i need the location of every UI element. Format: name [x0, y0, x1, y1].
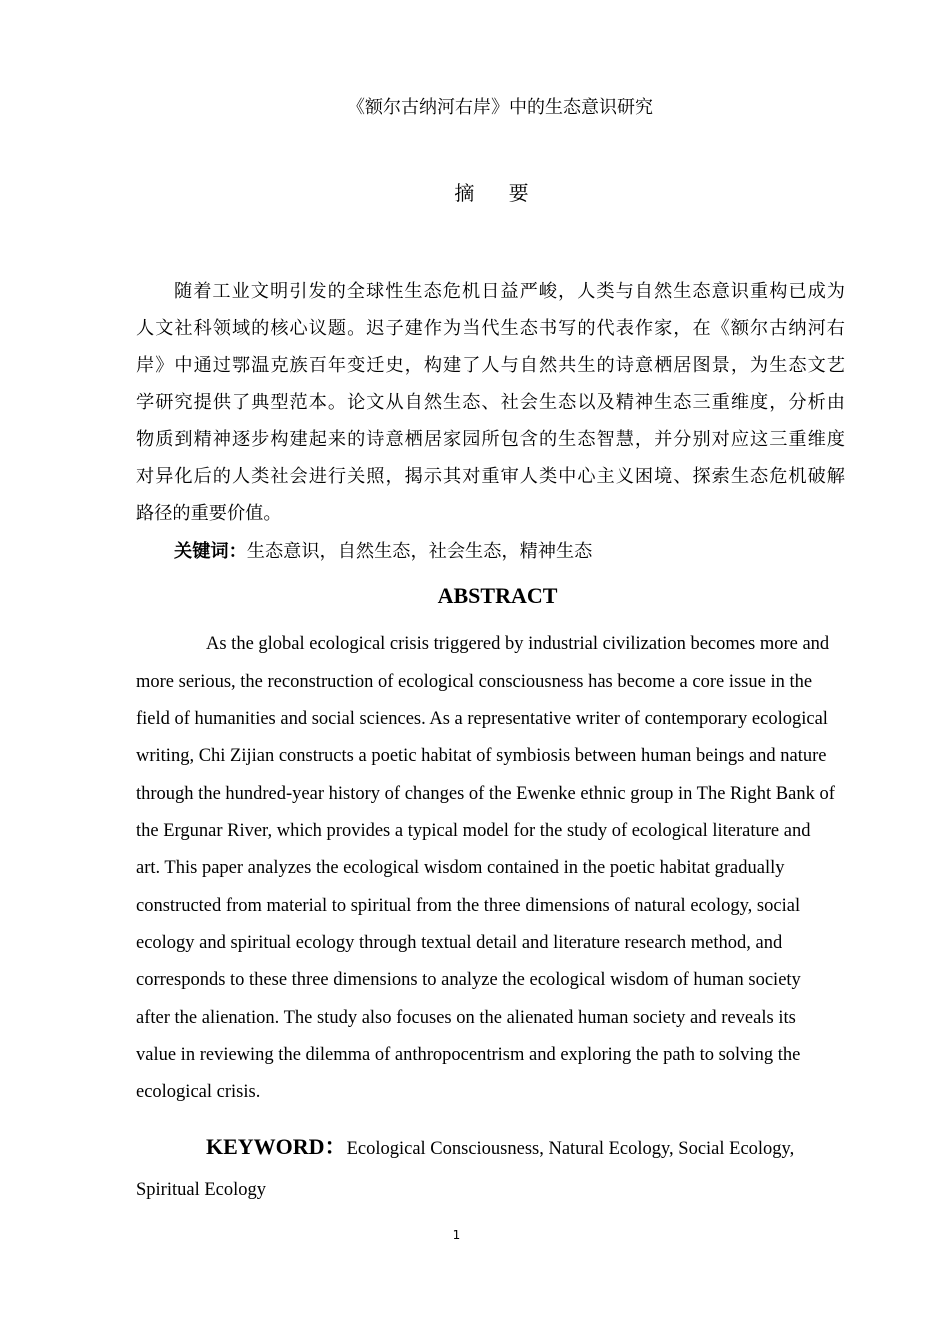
- abstract-en-line: As the global ecological crisis triggered by industrial civilization becomes more and: [206, 634, 830, 654]
- keywords-cn: [174, 537, 592, 563]
- abstract-cn-line: 人文社科领域的核心议题。迟子建作为当代生态书写的代表作家，在《额尔古纳河右: [136, 318, 845, 339]
- abstract-en-line: more serious, the reconstruction of ecological consciousness has become a core issue in the: [136, 672, 813, 692]
- keywords-en-label: KEYWORD：: [206, 1134, 347, 1159]
- abstract-cn-line: 对异化后的人类社会进行关照，揭示其对重审人类中心主义困境、探索生态危机破解: [136, 466, 845, 487]
- abstract-en-line: through the hundred-year history of changes of the Ewenke ethnic group in The Right Bank of: [136, 784, 835, 804]
- abstract-en-line: field of humanities and social sciences. As a representative writer of contemporary ecological: [136, 709, 828, 729]
- abstract-en-line: ecological crisis.: [136, 1082, 261, 1102]
- abstract-cn-line: 随着工业文明引发的全球性生态危机日益严峻，人类与自然生态意识重构已成为: [174, 281, 845, 302]
- page-number: 1: [452, 1228, 461, 1242]
- keywords-en-continued: Spiritual Ecology: [136, 1180, 266, 1200]
- document-title: 《额尔古纳河右岸》中的生态意识研究: [347, 97, 653, 118]
- abstract-en-line: the Ergunar River, which provides a typical model for the study of ecological literature and: [136, 821, 811, 841]
- abstract-en-heading: ABSTRACT: [437, 583, 558, 608]
- abstract-cn-line: 学研究提供了典型范本。论文从自然生态、社会生态以及精神生态三重维度，分析由: [136, 392, 845, 413]
- abstract-en-line: art. This paper analyzes the ecological wisdom contained in the poetic habitat gradually: [136, 858, 785, 878]
- keywords-en: [206, 1130, 794, 1161]
- keywords-cn-value: 生态意识，自然生态，社会生态，精神生态: [246, 541, 593, 562]
- abstract-en-line: after the alienation. The study also focuses on the alienated human society and reveals its: [136, 1008, 796, 1028]
- abstract-cn-line: 路径的重要价值。: [136, 503, 282, 524]
- abstract-en-line: ecology and spiritual ecology through textual detail and literature research method, and: [136, 933, 783, 953]
- keywords-cn-label: 关键词：: [174, 541, 247, 562]
- abstract-en-line: writing, Chi Zijian constructs a poetic habitat of symbiosis between human beings and nature: [136, 746, 827, 766]
- keywords-en-value: Ecological Consciousness, Natural Ecology, Social Ecology,: [346, 1139, 795, 1159]
- abstract-cn-heading: 摘 要: [454, 181, 543, 205]
- abstract-en-line: value in reviewing the dilemma of anthropocentrism and exploring the path to solving the: [136, 1045, 801, 1065]
- abstract-en-line: corresponds to these three dimensions to analyze the ecological wisdom of human society: [136, 970, 801, 990]
- abstract-en-line: constructed from material to spiritual from the three dimensions of natural ecology, social: [136, 896, 801, 916]
- abstract-cn-line: 物质到精神逐步构建起来的诗意栖居家园所包含的生态智慧，并分别对应这三重维度: [136, 429, 845, 450]
- abstract-cn-line: 岸》中通过鄂温克族百年变迁史，构建了人与自然共生的诗意栖居图景，为生态文艺: [136, 355, 845, 376]
